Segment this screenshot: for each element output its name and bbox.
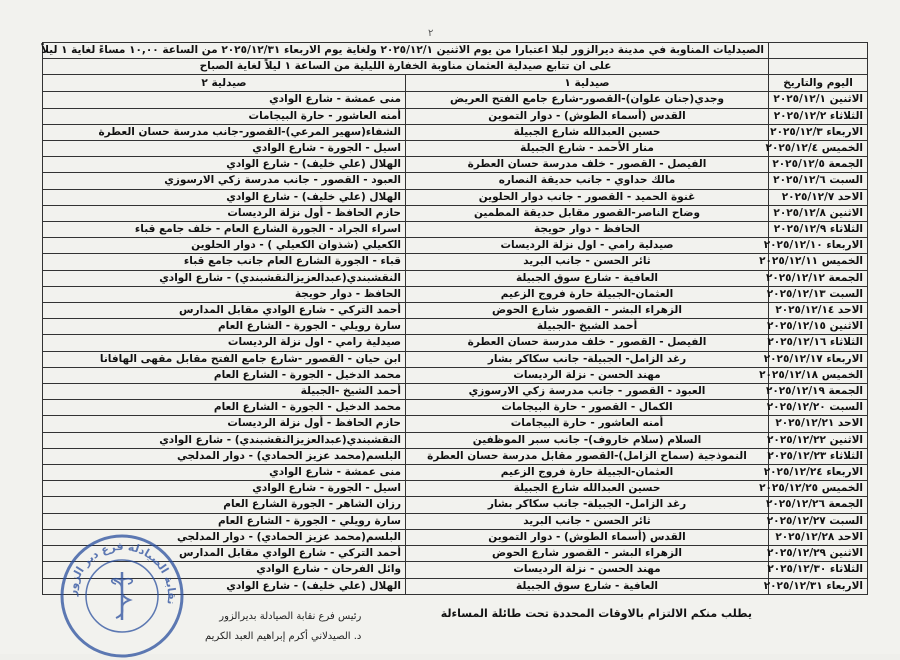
row-date: الخميس ٢٠٢٥/١٢/١٨ — [769, 367, 868, 383]
table-row — [43, 513, 868, 529]
row-pharmacy1: رغد الزامل- الجبيلة- جانب سكاكر بشار — [406, 351, 769, 367]
row-pharmacy2: سارة رويلي - الجورة - الشارع العام — [43, 513, 406, 529]
row-date: الاحد ٢٠٢٥/١٢/٢٨ — [769, 529, 868, 545]
row-pharmacy1: حسين العبدالله شارع الجبيلة — [406, 481, 769, 497]
title-row — [43, 43, 868, 59]
row-pharmacy1: وضاح الناصر-القصور مقابل حديقة المطمين — [406, 205, 769, 221]
row-date: الخميس ٢٠٢٥/١٢/٤ — [769, 141, 868, 157]
row-date: الخميس ٢٠٢٥/١٢/٢٥ — [769, 481, 868, 497]
row-pharmacy2: محمد الدخيل - الجورة - الشارع العام — [43, 367, 406, 383]
row-date: الاربعاء ٢٠٢٥/١٢/١٠ — [769, 238, 868, 254]
row-date: الاثنين ٢٠٢٥/١٢/١ — [769, 92, 868, 108]
table-row — [43, 400, 868, 416]
row-pharmacy1: مهند الحسن - نزلة الرديسات — [406, 562, 769, 578]
table-row — [43, 384, 868, 400]
row-pharmacy1: غنوة الحميد - القصور - جانب دوار الحلوين — [406, 189, 769, 205]
row-pharmacy2: الهلال (علي خليف) - شارع الوادي — [43, 578, 406, 594]
table-row — [43, 270, 868, 286]
row-pharmacy1: الزهراء البشر - القصور شارع الحوض — [406, 303, 769, 319]
row-pharmacy2: البلسم(محمد عزيز الحمادي) - دوار المدلجي — [43, 448, 406, 464]
stamp-text: نقابة الصيادلة فرع دير الزور — [65, 539, 179, 606]
signature-block — [205, 607, 361, 647]
row-date: الاربعاء ٢٠٢٥/١٢/٣ — [769, 124, 868, 140]
signer-title: رئيس فرع نقابة الصيادلة بديرالزور — [219, 611, 362, 622]
row-date: الاثنين ٢٠٢٥/١٢/٨ — [769, 205, 868, 221]
row-pharmacy1: الزهراء البشر - القصور شارع الحوض — [406, 546, 769, 562]
table-row — [43, 335, 868, 351]
row-pharmacy2: صيدلية رامي - اول نزلة الرديسات — [43, 335, 406, 351]
row-date: الاربعاء ٢٠٢٥/١٢/١٧ — [769, 351, 868, 367]
row-pharmacy1: السلام (سلام خاروف)- جانب سبر الموظفين — [406, 432, 769, 448]
row-date: السبت ٢٠٢٥/١٢/٦ — [769, 173, 868, 189]
row-pharmacy2: وائل الفرحان - شارع الوادي — [43, 562, 406, 578]
row-pharmacy2: أمنه العاشور - حارة البيجامات — [43, 108, 406, 124]
row-pharmacy1: أحمد الشيخ -الجبيلة — [406, 319, 769, 335]
row-pharmacy1: العثمان-الجبيلة حارة فروج الزعيم — [406, 465, 769, 481]
row-pharmacy1: العافية - شارع سوق الجبيلة — [406, 270, 769, 286]
row-date: الاربعاء ٢٠٢٥/١٢/٣١ — [769, 578, 868, 594]
row-pharmacy1: أمنه العاشور - حارة البيجامات — [406, 416, 769, 432]
column-header-pharmacy2: صيدلية ٢ — [43, 75, 406, 92]
row-date: الاثنين ٢٠٢٥/١٢/١٥ — [769, 319, 868, 335]
row-pharmacy1: العافية - شارع سوق الجبيلة — [406, 578, 769, 594]
table-row — [43, 189, 868, 205]
table-row — [43, 108, 868, 124]
pharmacy-schedule-table — [42, 42, 868, 595]
row-date: الجمعة ٢٠٢٥/١٢/١٩ — [769, 384, 868, 400]
row-date: السبت ٢٠٢٥/١٢/٢٧ — [769, 513, 868, 529]
row-pharmacy1: الكمال - القصور - حارة البيجامات — [406, 400, 769, 416]
row-date: الثلاثاء ٢٠٢٥/١٢/٢٣ — [769, 448, 868, 464]
row-pharmacy2: سارة رويلي - الجورة - الشارع العام — [43, 319, 406, 335]
row-pharmacy1: مالك حداوي - جانب حديقة النصاره — [406, 173, 769, 189]
row-date: الثلاثاء ٢٠٢٥/١٢/٣٠ — [769, 562, 868, 578]
row-pharmacy2: قباء - الجورة الشارع العام جانب جامع قباء — [43, 254, 406, 270]
row-pharmacy2: أحمد الشيخ -الجبيلة — [43, 384, 406, 400]
row-pharmacy2: العبود - القصور - جانب مدرسة زكي الارسوزي — [43, 173, 406, 189]
row-date: الاحد ٢٠٢٥/١٢/٢١ — [769, 416, 868, 432]
page-number: ٢ — [428, 28, 434, 39]
row-date: الثلاثاء ٢٠٢٥/١٢/٢ — [769, 108, 868, 124]
row-pharmacy2: أحمد التركي - شارع الوادي مقابل المدارس — [43, 303, 406, 319]
row-pharmacy1: منار الأحمد - شارع الجبيلة — [406, 141, 769, 157]
row-pharmacy1: العثمان-الجبيلة حارة فروج الزعيم — [406, 286, 769, 302]
table-row — [43, 416, 868, 432]
row-pharmacy2: الهلال (علي خليف) - شارع الوادي — [43, 157, 406, 173]
row-date: الخميس ٢٠٢٥/١٢/١١ — [769, 254, 868, 270]
row-pharmacy1: مهند الحسن - نزلة الرديسات — [406, 367, 769, 383]
table-row — [43, 465, 868, 481]
row-pharmacy1: وجدي(جنان علوان)-القصور-شارع جامع الفتح العريض — [406, 92, 769, 108]
table-row — [43, 367, 868, 383]
table-row — [43, 286, 868, 302]
table-row — [43, 303, 868, 319]
row-date: الثلاثاء ٢٠٢٥/١٢/٩ — [769, 222, 868, 238]
row-date: الاحد ٢٠٢٥/١٢/١٤ — [769, 303, 868, 319]
row-date: الجمعة ٢٠٢٥/١٢/٢٦ — [769, 497, 868, 513]
row-pharmacy2: منى عمشة - شارع الوادي — [43, 465, 406, 481]
row-pharmacy2: الهلال (علي خليف) - شارع الوادي — [43, 189, 406, 205]
table-row — [43, 497, 868, 513]
table-row — [43, 157, 868, 173]
table-row — [43, 319, 868, 335]
signer-name: د. الصيدلاني أكرم إبراهيم العبد الكريم — [205, 631, 362, 642]
table-row — [43, 92, 868, 108]
row-pharmacy2: الكعيلي (شذوان الكعيلي ) - دوار الحلوين — [43, 238, 406, 254]
table-row — [43, 481, 868, 497]
row-pharmacy2: اسراء الجراد - الجورة الشارع العام - خلف جامع قباء — [43, 222, 406, 238]
row-date: الجمعة ٢٠٢٥/١٢/٥ — [769, 157, 868, 173]
row-pharmacy2: أحمد التركي - شارع الوادي مقابل المدارس — [43, 546, 406, 562]
caduceus-icon — [112, 572, 133, 620]
row-pharmacy1: الفيصل - القصور - خلف مدرسة حسان العطرة — [406, 335, 769, 351]
row-pharmacy1: رغد الزامل- الجبيلة- جانب سكاكر بشار — [406, 497, 769, 513]
row-pharmacy1: حسين العبدالله شارع الجبيلة — [406, 124, 769, 140]
row-date: الاثنين ٢٠٢٥/١٢/٢٩ — [769, 546, 868, 562]
compliance-request: يطلب منكم الالتزام بالاوقات المحددة تحت طائلة المساءلة — [440, 607, 752, 620]
row-date: الاحد ٢٠٢٥/١٢/٧ — [769, 189, 868, 205]
table-row — [43, 448, 868, 464]
syndicate-stamp-seal — [58, 532, 186, 660]
table-row — [43, 205, 868, 221]
table-row — [43, 141, 868, 157]
schedule-title: الصيدليات المناوبة في مدينة ديرالزور ليلا اعتبارا من يوم الاثنين ٢٠٢٥/١٢/١ ولغاية يوم الاربعاء ٢٠٢٥/١٢/٣١ من الساعة ١٠,٠٠ مساءً لغاية ١ ليلاً — [43, 43, 769, 59]
table-row — [43, 432, 868, 448]
row-pharmacy1: القدس (أسماء الطوش) - دوار التموين — [406, 529, 769, 545]
row-pharmacy2: حازم الحافظ - أول نزلة الرديسات — [43, 205, 406, 221]
row-pharmacy2: محمد الدخيل - الجورة - الشارع العام — [43, 400, 406, 416]
row-date: الاربعاء ٢٠٢٥/١٢/٢٤ — [769, 465, 868, 481]
row-pharmacy1: الحافظ - دوار حويجة — [406, 222, 769, 238]
table-row — [43, 351, 868, 367]
row-pharmacy1: القدس (أسماء الطوش) - دوار التموين — [406, 108, 769, 124]
row-pharmacy2: الحافظ - دوار حويجة — [43, 286, 406, 302]
row-pharmacy2: البلسم(محمد عزيز الحمادي) - دوار المدلجي — [43, 529, 406, 545]
row-pharmacy1: ثائر الحسن - جانب البريد — [406, 254, 769, 270]
column-header-row — [43, 75, 868, 92]
night-duty-note: على ان تتابع صيدلية العثمان مناوبة الخفارة الليلية من الساعة ١ ليلاً لغاية الصباح — [43, 59, 769, 75]
row-pharmacy1: النموذجية (سماح الزامل)-القصور مقابل مدرسة حسان العطرة — [406, 448, 769, 464]
row-date: الثلاثاء ٢٠٢٥/١٢/١٦ — [769, 335, 868, 351]
row-pharmacy2: منى عمشة - شارع الوادي — [43, 92, 406, 108]
row-pharmacy2: ابن حيان - القصور -شارع جامع الفتح مقابل مقهى الهافانا — [43, 351, 406, 367]
column-header-pharmacy1: صيدلية ١ — [406, 75, 769, 92]
row-pharmacy2: رزان الشاهر - الجورة الشارع العام — [43, 497, 406, 513]
note-row — [43, 59, 868, 75]
row-date: السبت ٢٠٢٥/١٢/١٣ — [769, 286, 868, 302]
row-date: الاثنين ٢٠٢٥/١٢/٢٢ — [769, 432, 868, 448]
table-row — [43, 124, 868, 140]
table-row — [43, 254, 868, 270]
row-pharmacy1: صيدلية رامي - اول نزلة الرديسات — [406, 238, 769, 254]
row-pharmacy1: ثائر الحسن - جانب البريد — [406, 513, 769, 529]
column-header-date: اليوم والتاريخ — [769, 75, 868, 92]
row-pharmacy2: اسيل - الجورة - شارع الوادي — [43, 481, 406, 497]
row-pharmacy1: الفيصل - القصور - خلف مدرسة حسان العطرة — [406, 157, 769, 173]
row-pharmacy2: النقشبندي(عبدالعزيزالنقشبندي) - شارع الوادي — [43, 270, 406, 286]
row-pharmacy2: حازم الحافظ - أول نزلة الرديسات — [43, 416, 406, 432]
row-pharmacy2: الشفاء(سهير المرعي)-القصور-جانب مدرسة حسان العطرة — [43, 124, 406, 140]
row-date: الجمعة ٢٠٢٥/١٢/١٢ — [769, 270, 868, 286]
table-row — [43, 173, 868, 189]
table-row — [43, 238, 868, 254]
row-date: السبت ٢٠٢٥/١٢/٢٠ — [769, 400, 868, 416]
row-pharmacy2: اسيل - الجورة - شارع الوادي — [43, 141, 406, 157]
row-pharmacy2: النقشبندي(عبدالعزيزالنقشبندي) - شارع الوادي — [43, 432, 406, 448]
table-row — [43, 222, 868, 238]
row-pharmacy1: العبود - القصور - جانب مدرسة زكي الارسوزي — [406, 384, 769, 400]
